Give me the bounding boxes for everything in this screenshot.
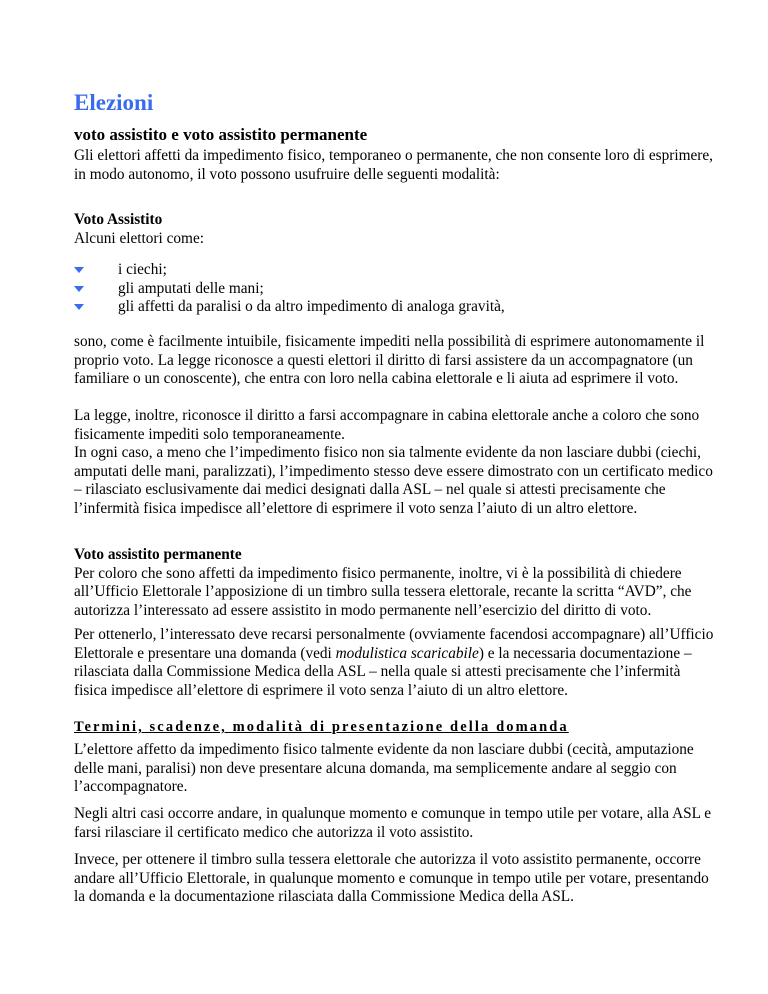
list-item [74, 261, 505, 280]
chevron-down-icon [74, 285, 84, 293]
voto-assistito-paragraph-3: In ogni caso, a meno che l’impedimento fisico non sia talmente evidente da non lasciare dubbi (ciechi, amputati delle mani, paralizzati), l’impedimento stesso deve essere dimostrato con un certificato medico – rilasciato esclusivamente dai medici designati dalla ASL – nel quale si attesti precisamente che l’infermità fisica impedisce all’elettore di esprimere il voto senza l’aiuto di un altro elettore. [74, 444, 713, 517]
voto-permanente-section [74, 546, 714, 620]
voto-permanente-paragraph-1: Per coloro che sono affetti da impedimento fisico permanente, inoltre, vi è la possibilità di chiedere all’Ufficio Elettorale l’apposizione di un timbro sulla tessera elettorale, recante la scritta “AVD”, che autorizza l’interessato ad essere assistito in modo permanente nell’esercizio del diritto di voto. [74, 564, 692, 619]
voto-assistito-lead: Alcuni elettori come: [74, 229, 204, 247]
termini-paragraph-3: Invece, per ottenere il timbro sulla tessera elettorale che autorizza il voto assistito permanente, occorre andare all’Ufficio Elettorale, in qualunque momento e comunque in tempo utile per votare, presentando la domanda e la documentazione rilasciata dalla Commissione Medica della ASL. [74, 851, 709, 905]
voto-assistito-paragraph-2: La legge, inoltre, riconosce il diritto a farsi accompagnare in cabina elettorale anche a coloro che sono fisicamente impediti solo temporaneamente. [74, 407, 700, 443]
termini-paragraph-2: Negli altri casi occorre andare, in qualunque momento e comunque in tempo utile per votare, alla ASL e farsi rilasciare il certificato medico che autorizza il voto assistito. [74, 805, 712, 841]
chevron-down-icon [74, 303, 84, 311]
impediment-list [74, 261, 505, 317]
intro-paragraph: Gli elettori affetti da impedimento fisico, temporaneo o permanente, che non consente loro di esprimere, in modo autonomo, il voto possono usufruire delle seguenti modalità: [74, 147, 713, 183]
voto-assistito-section [74, 211, 714, 248]
list-item [74, 298, 505, 317]
list-item-text: gli amputati delle mani; [118, 279, 264, 297]
paragraph-text: ) e la necessaria documentazione – rilasciata dalla Commissione Medica della ASL – nella quale si attesti precisamente che l’infermità fisica impedisce all’elettore di esprimere il voto senza l’aiuto di un altro elettore. [74, 644, 692, 699]
voto-permanente-heading: Voto assistito permanente [74, 546, 242, 563]
voto-permanente-paragraph-2 [74, 626, 714, 700]
list-item-text: gli affetti da paralisi o da altro impedimento di analoga gravità, [118, 298, 505, 315]
page-subtitle: voto assistito e voto assistito permanente [74, 125, 368, 144]
list-item-text: i ciechi; [118, 261, 167, 278]
termini-paragraph-1: L’elettore affetto da impedimento fisico talmente evidente da non lasciare dubbi (cecità, amputazione delle mani, paralisi) non deve presentare alcuna domanda, ma semplicemente andare al seggio con l’accompagnatore. [74, 741, 694, 795]
termini-heading: Termini, scadenze, modalità di presentazione della domanda [74, 719, 569, 735]
modulistica-link-text: modulistica scaricabile [335, 644, 479, 662]
voto-assistito-paragraph-1: sono, come è facilmente intuibile, fisicamente impediti nella possibilità di esprimere autonomamente il proprio voto. La legge riconosce a questi elettori il diritto di farsi assistere da un accompagnatore (un familiare o un conoscente), che entra con loro nella cabina elettorale e li aiuta ad esprimere il voto. [74, 333, 705, 387]
chevron-down-icon [74, 266, 84, 274]
paragraph-text: Per ottenerlo, l’interessato deve recarsi personalmente (ovviamente facendosi accompagnare) all’Ufficio Elettorale e presentare una domanda (vedi [74, 626, 714, 662]
page-title: Elezioni [74, 90, 154, 115]
list-item [74, 280, 505, 299]
voto-assistito-heading: Voto Assistito [74, 211, 163, 228]
